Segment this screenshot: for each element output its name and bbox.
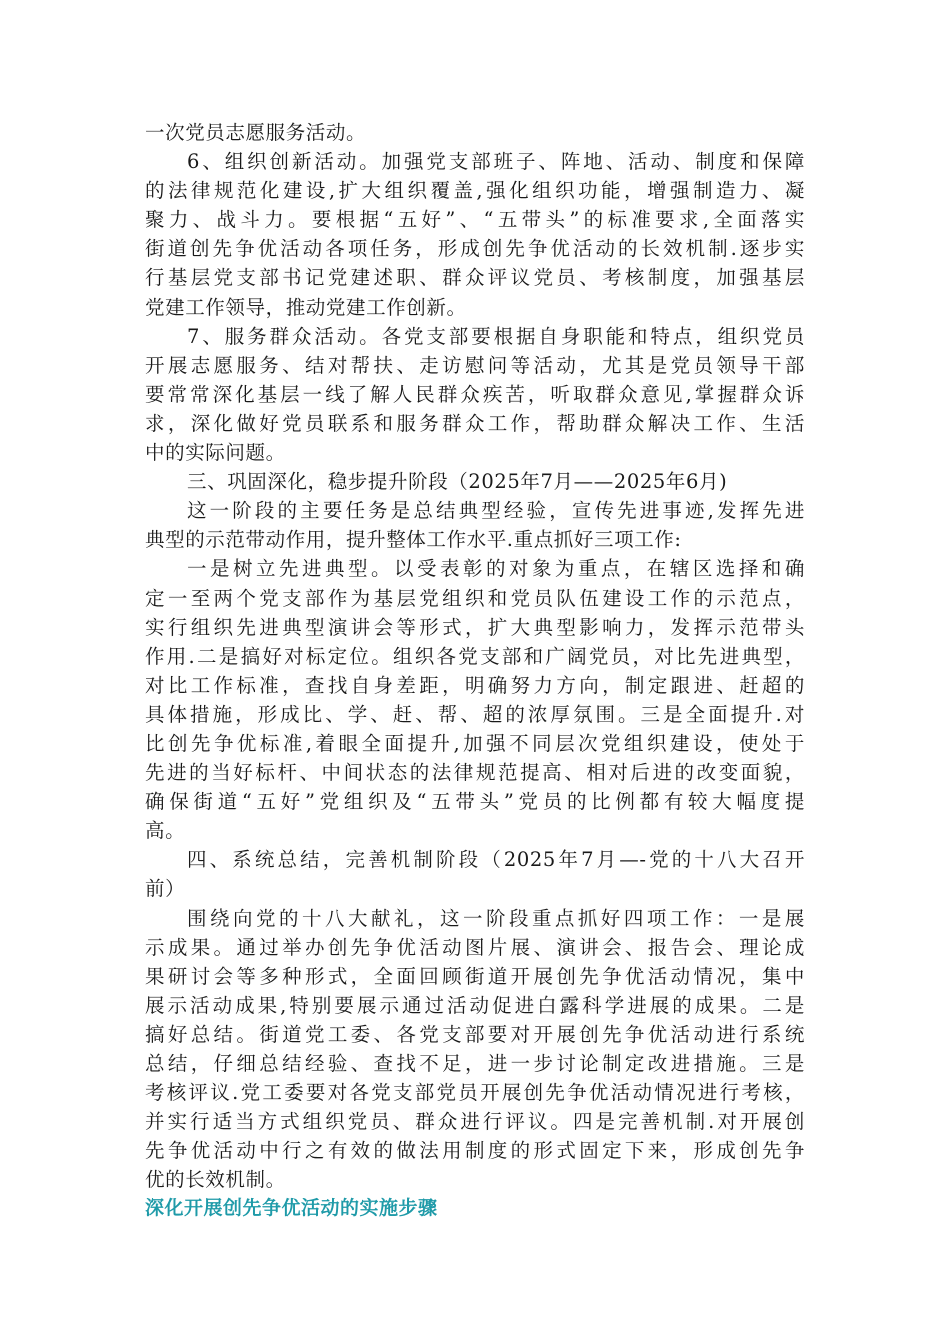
text-line: 确保街道“五好”党组织及“五带头”党员的比例都有较大幅度提 — [145, 790, 805, 814]
text-line: 前） — [145, 877, 186, 901]
text-line: 具体措施，形成比、学、赶、帮、超的浓厚氛围。三是全面提升.对 — [145, 702, 805, 726]
text-line: 实行组织先进典型演讲会等形式，扩大典型影响力，发挥示范带头 — [145, 615, 805, 639]
text-line: 定一至两个党支部作为基层党组织和党员队伍建设工作的示范点， — [145, 586, 805, 610]
text-line: 作用.二是搞好对标定位。组织各党支部和广阔党员，对比先进典型， — [145, 644, 805, 668]
text-line: 三、巩固深化，稳步提升阶段（2025年7月——2025年6月) — [187, 470, 728, 494]
text-line: 对比工作标准，查找自身差距，明确努力方向，制定跟进、赶超的 — [145, 673, 805, 697]
text-line: 6、组织创新活动。加强党支部班子、阵地、活动、制度和保障 — [187, 150, 805, 174]
text-line: 7、服务群众活动。各党支部要根据自身职能和特点，组织党员 — [187, 324, 805, 348]
text-line: 并实行适当方式组织党员、群众进行评议。四是完善机制.对开展创 — [145, 1110, 805, 1134]
document-title-link[interactable]: 深化开展创先争优活动的实施步骤 — [145, 1197, 438, 1219]
text-line: 优的长效机制。 — [145, 1168, 286, 1192]
text-line: 搞好总结。街道党工委、各党支部要对开展创先争优活动进行系统 — [145, 1022, 805, 1046]
text-line: 要常常深化基层一线了解人民群众疾苦，听取群众意见,掌握群众诉 — [145, 382, 805, 406]
text-line: 围绕向党的十八大献礼，这一阶段重点抓好四项工作：一是展 — [187, 906, 805, 930]
document-body — [145, 118, 805, 1194]
text-line: 一次党员志愿服务活动。 — [145, 121, 367, 144]
text-line: 比创先争优标准,着眼全面提升,加强不同层次党组织建设，使处于 — [145, 731, 805, 755]
text-line: 开展志愿服务、结对帮扶、走访慰问等活动，尤其是党员领导干部 — [145, 353, 805, 377]
text-line: 街道创先争优活动各项任务，形成创先争优活动的长效机制.逐步实 — [145, 237, 805, 261]
text-line: 果研讨会等多种形式，全面回顾街道开展创先争优活动情况，集中 — [145, 964, 805, 988]
text-line: 一是树立先进典型。以受表彰的对象为重点，在辖区选择和确 — [187, 557, 805, 581]
text-line: 聚力、战斗力。要根据“五好”、“五带头”的标准要求,全面落实 — [145, 208, 805, 232]
text-line: 先进的当好标杆、中间状态的法律规范提高、相对后进的改变面貌， — [145, 761, 805, 785]
text-line: 高。 — [145, 819, 186, 843]
text-line: 中的实际问题。 — [145, 441, 286, 465]
text-line: 行基层党支部书记党建述职、群众评议党员、考核制度，加强基层 — [145, 266, 805, 290]
text-line: 这一阶段的主要任务是总结典型经验，宣传先进事迹,发挥先进 — [187, 499, 805, 523]
text-line: 的法律规范化建设,扩大组织覆盖,强化组织功能，增强制造力、凝 — [145, 179, 805, 203]
text-line: 四、系统总结，完善机制阶段（2025年7月—-党的十八大召开 — [187, 848, 805, 872]
text-line: 先争优活动中行之有效的做法用制度的形式固定下来，形成创先争 — [145, 1139, 805, 1163]
text-line: 求，深化做好党员联系和服务群众工作，帮助群众解决工作、生活 — [145, 411, 805, 435]
text-line: 示成果。通过举办创先争优活动图片展、演讲会、报告会、理论成 — [145, 935, 805, 959]
text-line: 典型的示范带动作用，提升整体工作水平.重点抓好三项工作: — [145, 528, 682, 552]
text-line: 党建工作领导，推动党建工作创新。 — [145, 295, 467, 319]
text-line: 考核评议.党工委要对各党支部党员开展创先争优活动情况进行考核， — [145, 1081, 805, 1105]
text-line: 展示活动成果,特别要展示通过活动促进白露科学进展的成果。二是 — [145, 993, 805, 1017]
text-line: 总结，仔细总结经验、查找不足，进一步讨论制定改进措施。三是 — [145, 1052, 805, 1075]
